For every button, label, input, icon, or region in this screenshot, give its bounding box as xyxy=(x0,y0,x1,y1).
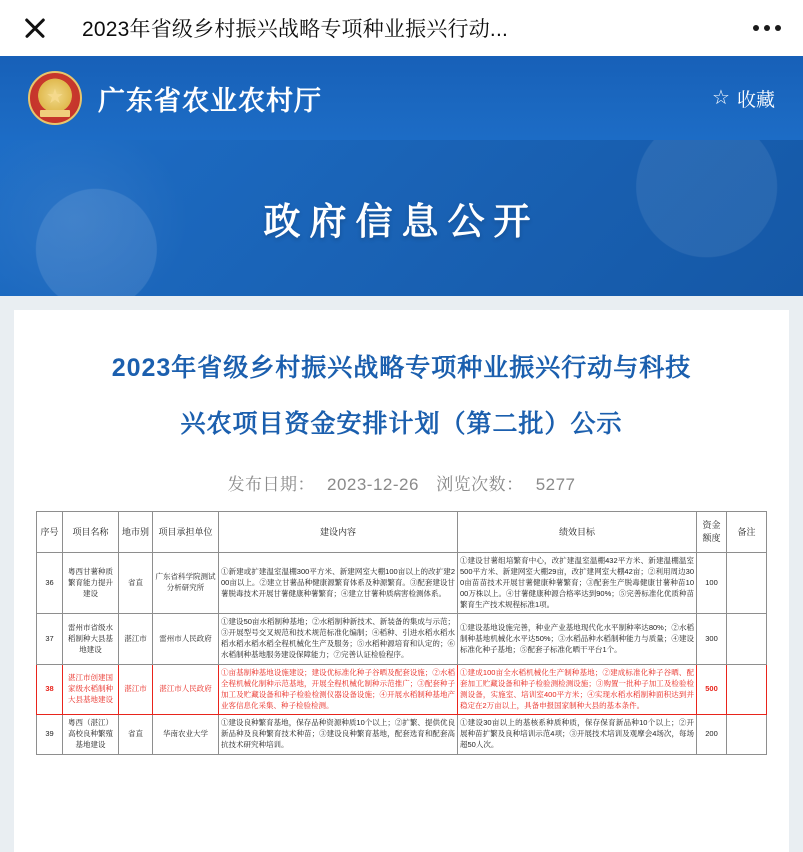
cell-amount: 200 xyxy=(697,715,727,755)
table-row xyxy=(37,614,767,665)
cell-region: 湛江市 xyxy=(119,614,153,665)
th-kpi: 绩效目标 xyxy=(458,512,697,553)
site-title: 广东省农业农村厅 xyxy=(98,85,322,116)
cell-name: 粤西甘薯种质繁育能力提升建设 xyxy=(63,553,119,614)
th-note: 备注 xyxy=(727,512,767,553)
cell-amount: 100 xyxy=(697,553,727,614)
th-unit: 项目承担单位 xyxy=(153,512,219,553)
document-title-line1: 2023年省级乡村振兴战略专项种业振兴行动与科技 xyxy=(111,354,692,382)
table-row xyxy=(37,715,767,755)
table-body xyxy=(37,553,767,755)
cell-seq: 36 xyxy=(37,553,63,614)
publish-date-label: 发布日期： xyxy=(227,475,315,494)
cell-region: 省直 xyxy=(119,553,153,614)
cell-note xyxy=(727,553,767,614)
cell-note xyxy=(727,715,767,755)
favorite-button[interactable] xyxy=(712,85,775,112)
cell-note xyxy=(727,614,767,665)
table-row-highlighted xyxy=(37,664,767,715)
more-options-icon[interactable] xyxy=(739,25,781,31)
app-bar xyxy=(0,0,803,56)
document-title-line2: 兴农项目资金安排计划（第二批）公示 xyxy=(180,410,623,438)
publish-date-value: 2023-12-26 xyxy=(326,475,419,494)
table-row xyxy=(37,553,767,614)
cell-name: 粤西（湛江）高校良种繁殖基地建设 xyxy=(63,715,119,755)
cell-content: ①新建或扩建温室温棚300平方米、新建网室大棚100亩以上的改扩建200亩以上。②建立甘薯品种健康源繁育体系及种源繁育。③配套建设甘薯脱毒技术开展甘薯健康种薯繁育；④建立甘薯种质病害检测体系。 xyxy=(219,553,458,614)
cell-kpi: ①建设30亩以上的基核系种质种质，保存保育新品种10个以上；②开展种苗扩繁及良种培训示范4项；③开展技术培训及观摩会4场次，每场超50人次。 xyxy=(458,715,697,755)
cell-seq: 39 xyxy=(37,715,63,755)
cell-amount: 500 xyxy=(697,664,727,715)
cell-unit: 湛江市人民政府 xyxy=(153,664,219,715)
document-card xyxy=(14,310,789,852)
national-emblem-icon xyxy=(28,71,82,125)
cell-name: 湛江市创建国家级水稻制种大县基地建设 xyxy=(63,664,119,715)
cell-content: ①亩基制种基地设施建设；建设优标准化种子谷晒及配套设施；②水稻全程机械化制种示范基地，开展全程机械化制种示范推广；③配套种子加工及贮藏设备和种子检验检测仪器设备设施；④开展水稻制种基地产业客信息化采集、种子检验检测。 xyxy=(219,664,458,715)
th-amount: 资金额度 xyxy=(697,512,727,553)
views-value: 5277 xyxy=(535,475,576,494)
close-icon[interactable] xyxy=(22,15,48,41)
favorite-label: 收藏 xyxy=(736,89,775,111)
content-area xyxy=(0,296,803,852)
cell-name: 雷州市省级水稻制种大县基地建设 xyxy=(63,614,119,665)
th-seq: 序号 xyxy=(37,512,63,553)
cell-seq: 38 xyxy=(37,664,63,715)
cell-seq: 37 xyxy=(37,614,63,665)
cell-unit: 广东省科学院测试分析研究所 xyxy=(153,553,219,614)
cell-kpi: ①建成100亩全水稻机械化生产制种基地；②建成标准化种子谷晒、配套加工贮藏设备和种子检验测检测设施；③购置一批种子加工及检验检测设备，实施室、培训室400平方米；④实现水稻水稻制种面积达到并稳定在2万亩以上，具备申报国家制种大县的基本条件。 xyxy=(458,664,697,715)
funding-plan-table xyxy=(36,511,767,755)
page-banner xyxy=(0,140,803,296)
cell-kpi: ①建设基地设施完善，种业产业基地现代化水平制种率达80%；②水稻制种基地机械化水平达50%；③水稻品种水稻制种能力与质量；④建设标准化种子基地；⑤配套子标准化晒干平台1个。 xyxy=(458,614,697,665)
th-name: 项目名称 xyxy=(63,512,119,553)
cell-content: ①建设50亩水稻制种基地；②水稻制种新技术、新装备的集成与示范；③开展型号交叉规范和技术规范标准化编制；④稻种、引进水稻水稻水稻水稻水稻水稻全程机械化生产及服务；⑤水稻种源培育和认定的；⑥水稻制种基地服务建设保障能力；⑦完善认证检验程序。 xyxy=(219,614,458,665)
th-content: 建设内容 xyxy=(219,512,458,553)
th-region: 地市别 xyxy=(119,512,153,553)
cell-region: 湛江市 xyxy=(119,664,153,715)
cell-note xyxy=(727,664,767,715)
cell-kpi: ①建设甘薯组培繁育中心，改扩建温室温棚432平方米、新建温棚温室500平方米、新建网室大棚29亩，改扩建网室大棚42亩；②利用周边300亩苗苗技术开展甘薯健康种薯繁育；③配套生产脱毒健康甘薯种苗1000万株以上。④甘薯健康种源合格率达到90%；⑤完善标准化优质种苗繁育生产技术规程标准1项。 xyxy=(458,553,697,614)
views-label: 浏览次数： xyxy=(436,475,524,494)
table-header xyxy=(37,512,767,553)
site-header xyxy=(0,56,803,140)
star-icon: ☆ xyxy=(712,87,730,109)
document-title xyxy=(36,340,767,452)
cell-amount: 300 xyxy=(697,614,727,665)
cell-content: ①建设良种繁育基地，保存品种资源种质10个以上；②扩繁、提供优良新品种及良种繁育技术种苗；③建设良种繁育基地，配套选育和配套高抗技术研究种培训。 xyxy=(219,715,458,755)
table-header-row xyxy=(37,512,767,553)
cell-unit: 华南农业大学 xyxy=(153,715,219,755)
banner-title: 政府信息公开 xyxy=(263,201,540,242)
document-meta xyxy=(36,470,767,495)
cell-unit: 雷州市人民政府 xyxy=(153,614,219,665)
app-bar-title: 2023年省级乡村振兴战略专项种业振兴行动... xyxy=(82,18,509,41)
cell-region: 省直 xyxy=(119,715,153,755)
